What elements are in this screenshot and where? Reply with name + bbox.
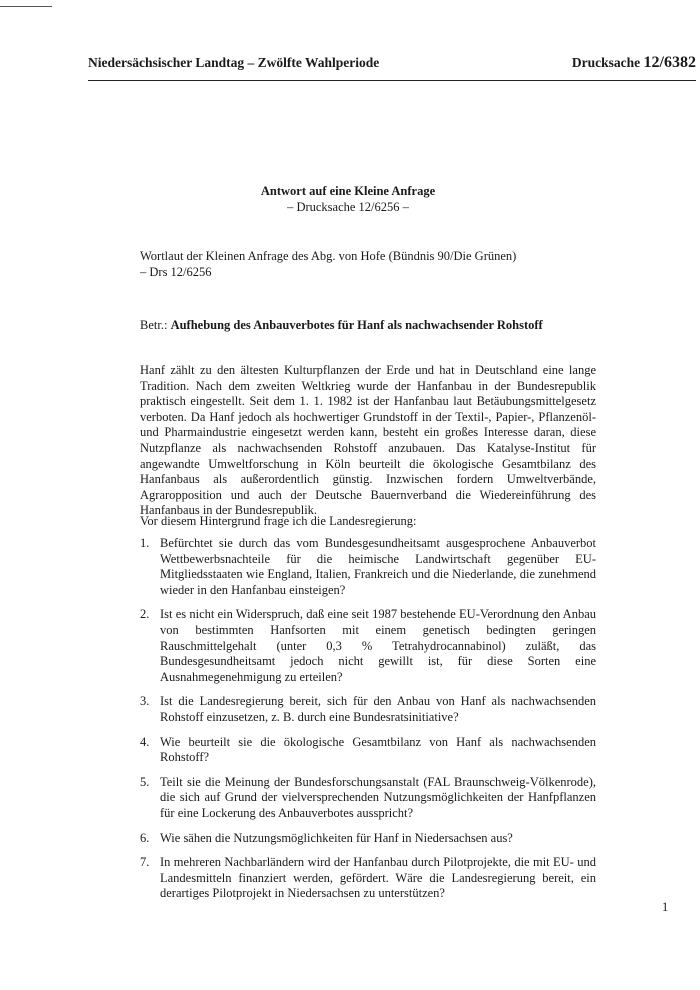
question-source-line1: Wortlaut der Kleinen Anfrage des Abg. von Hofe (Bündnis 90/Die Grünen)	[140, 249, 517, 263]
document-title	[88, 183, 608, 215]
question-number: 4.	[140, 734, 150, 749]
intro-paragraph: Hanf zählt zu den ältesten Kulturpflanzen der Erde und hat in Deutschland eine lange Tradition. Nach dem zweiten Weltkrieg wurde der Hanfanbau in der Bundesrepublik praktisch eingestellt. Seit dem 1. 1. 1982 ist der Hanfanbau laut Betäubungsmittelgesetz verboten. Da Hanf jedoch als hochwertiger Grundstoff in der Textil-, Papier-, Pflanzenöl- und Pharmaindustrie eingesetzt werden kann, besteht ein großes Interesse daran, diese Nutzpflanze als nachwachsenden Rohstoff anzubauen. Das Katalyse-Institut für angewandte Umweltforschung in Köln beurteilt die ökologische Gesamtbilanz des Hanfanbaus als außerordentlich günstig. Inzwischen fordern Umweltverbände, Agraropposition und auch der Deutsche Bauernverband die Wiedereinführung des Hanfanbaus in der Bundesrepublik.	[140, 363, 596, 518]
parliament-label: Niedersächsischer Landtag – Zwölfte Wahlperiode	[88, 55, 380, 70]
question-text: Teilt sie die Meinung der Bundesforschungsanstalt (FAL Braunschweig-Völkenrode), die sich auf Grund der vielversprechenden Nutzungsmöglichkeiten der Hanfpflanzen für eine Lockerung des Anbauverbotes ausspricht?	[160, 774, 596, 820]
lead-sentence: Vor diesem Hintergrund frage ich die Landesregierung:	[140, 514, 417, 528]
question-text: In mehreren Nachbarländern wird der Hanfanbau durch Pilotprojekte, die mit EU- und Landesmitteln finanziert werden, gefördert. Wäre die Landesregierung bereit, ein derartiges Pilotprojekt in Niedersachsen zu unterstützen?	[160, 855, 596, 901]
question-number: 6.	[140, 830, 150, 845]
question-item	[140, 775, 596, 822]
question-item	[140, 855, 596, 902]
question-number: 2.	[140, 607, 150, 622]
subject-text: Aufhebung des Anbauverbotes für Hanf als nachwachsender Rohstoff	[170, 318, 543, 332]
question-item	[140, 694, 596, 725]
document-number	[572, 54, 696, 72]
question-text: Wie beurteilt sie die ökologische Gesamtbilanz von Hanf als nachwachsenden Rohstoff?	[160, 734, 596, 765]
question-number: 3.	[140, 694, 150, 709]
header-rule	[88, 80, 696, 81]
document-number-value: 12/6382	[643, 54, 696, 71]
question-list	[140, 536, 596, 911]
title-main: Antwort auf eine Kleine Anfrage	[260, 184, 436, 198]
question-text: Ist es nicht ein Widerspruch, daß eine seit 1987 bestehende EU-Verordnung den Anbau von bestimmten Hanfsorten mit einem genetisch bedingten geringen Rauschmittelgehalt (unter 0,3 % Tetrahydrocannabinol) zuläßt, das Bundesgesundheitsamt jedoch nicht gewillt ist, für diese Sorten eine Ausnahmegenehmigung zu erteilen?	[160, 607, 596, 684]
question-text: Wie sähen die Nutzungsmöglichkeiten für Hanf in Niedersachsen aus?	[160, 830, 513, 845]
question-number: 1.	[140, 536, 150, 550]
document-label: Drucksache	[571, 55, 641, 70]
question-number: 5.	[140, 774, 150, 789]
title-reference: – Drucksache 12/6256 –	[287, 200, 409, 214]
page-number: 1	[662, 900, 669, 914]
question-item	[140, 607, 596, 685]
subject-line	[140, 318, 543, 333]
question-item	[140, 735, 596, 766]
page-header	[88, 54, 696, 72]
subject-label: Betr.:	[140, 318, 168, 332]
question-number: 7.	[140, 855, 150, 870]
question-item	[140, 536, 596, 598]
question-text: Ist die Landesregierung bereit, sich für den Anbau von Hanf als nachwachsenden Rohstoff einzusetzen, z. B. durch eine Bundesratsinitiative?	[160, 694, 596, 724]
question-item	[140, 831, 596, 847]
question-source	[140, 248, 610, 280]
question-text: Befürchtet sie durch das vom Bundesgesundheitsamt ausgesprochene Anbauverbot Wettbewerbsnachteile für die heimische Landwirtschaft gegenüber EU-Mitgliedsstaaten wie England, Italien, Frankreich und die Niederlande, die zunehmend wieder in den Hanfanbau einsteigen?	[160, 536, 596, 597]
corner-mark	[0, 6, 52, 7]
question-source-line2: – Drs 12/6256	[140, 265, 212, 279]
